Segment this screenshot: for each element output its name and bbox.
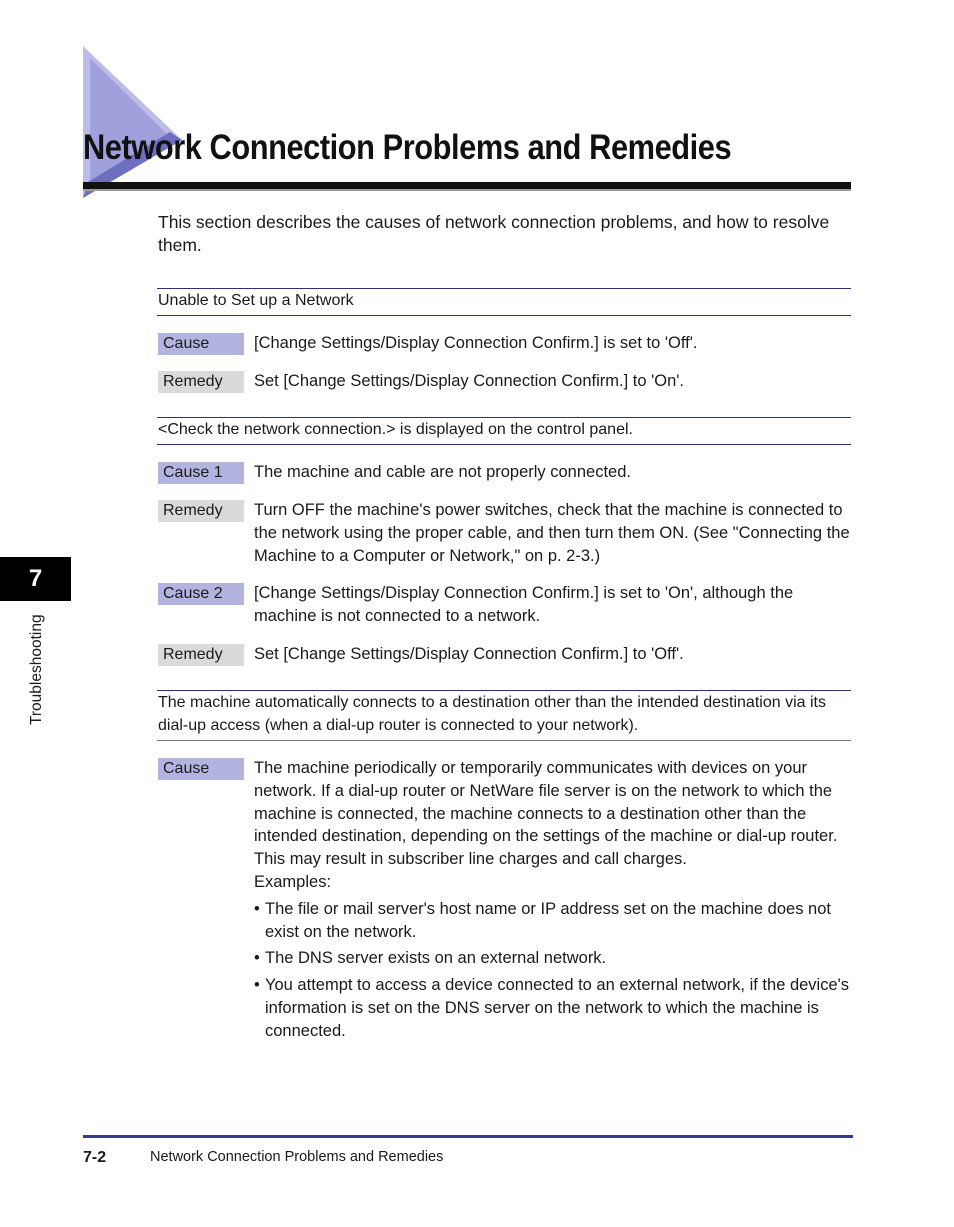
section-heading: Unable to Set up a Network xyxy=(157,288,851,316)
corner-triangle-decoration xyxy=(82,44,192,200)
title-rule xyxy=(83,182,851,189)
intro-paragraph: This section describes the causes of network connection problems, and how to resolve them. xyxy=(158,212,830,255)
chapter-tab: 7 xyxy=(0,557,71,601)
footer-title: Network Connection Problems and Remedies xyxy=(150,1149,444,1165)
remedy-label: Remedy xyxy=(158,371,244,393)
list-item: • The DNS server exists on an external network. xyxy=(254,947,850,970)
cause-label: Cause 2 xyxy=(158,583,244,605)
section-heading: <Check the network connection.> is displayed on the control panel. xyxy=(157,417,851,445)
cause-text: The machine and cable are not properly connected. xyxy=(254,463,631,481)
cause-text-block xyxy=(254,757,850,1047)
cause-label: Cause xyxy=(158,333,244,355)
section-heading: The machine automatically connects to a destination other than the intended destination via its dial-up access (when a dial-up router is connected to your network). xyxy=(157,690,851,741)
page-title: Network Connection Problems and Remedies xyxy=(83,128,732,167)
remedy-text: Set [Change Settings/Display Connection Confirm.] to 'Off'. xyxy=(254,645,684,663)
footer-rule xyxy=(83,1135,853,1138)
cause-text: The machine periodically or temporarily communicates with devices on your network. If a dial-up router or NetWare file server is on the network to which the machine is connected, the machine connects to a destination other than the intended destination, depending on the settings of the machine or dial-up router. This may result in subscriber line charges and call charges. xyxy=(254,759,838,869)
examples-list xyxy=(254,898,850,1043)
cause-text: [Change Settings/Display Connection Confirm.] is set to 'On', although the machine is not connected to a network. xyxy=(254,584,794,625)
remedy-text: Set [Change Settings/Display Connection Confirm.] to 'On'. xyxy=(254,372,685,390)
cause-label: Cause 1 xyxy=(158,462,244,484)
remedy-label: Remedy xyxy=(158,500,244,522)
list-item: • You attempt to access a device connected to an external network, if the device's information is set on the DNS server on the network to which the machine is connected. xyxy=(254,974,850,1042)
remedy-label: Remedy xyxy=(158,644,244,666)
title-rule-shadow xyxy=(83,189,851,191)
chapter-label: Troubleshooting xyxy=(28,614,45,725)
list-item: • The file or mail server's host name or IP address set on the machine does not exist on the network. xyxy=(254,898,850,944)
cause-text: [Change Settings/Display Connection Confirm.] is set to 'Off'. xyxy=(254,334,698,352)
page-number: 7-2 xyxy=(83,1149,107,1166)
cause-label: Cause xyxy=(158,758,244,780)
remedy-text: Turn OFF the machine's power switches, check that the machine is connected to the network using the proper cable, and then turn them ON. (See "Connecting the Machine to a Computer or Network," on p. 2-3.) xyxy=(254,501,850,565)
examples-label: Examples: xyxy=(254,872,332,891)
